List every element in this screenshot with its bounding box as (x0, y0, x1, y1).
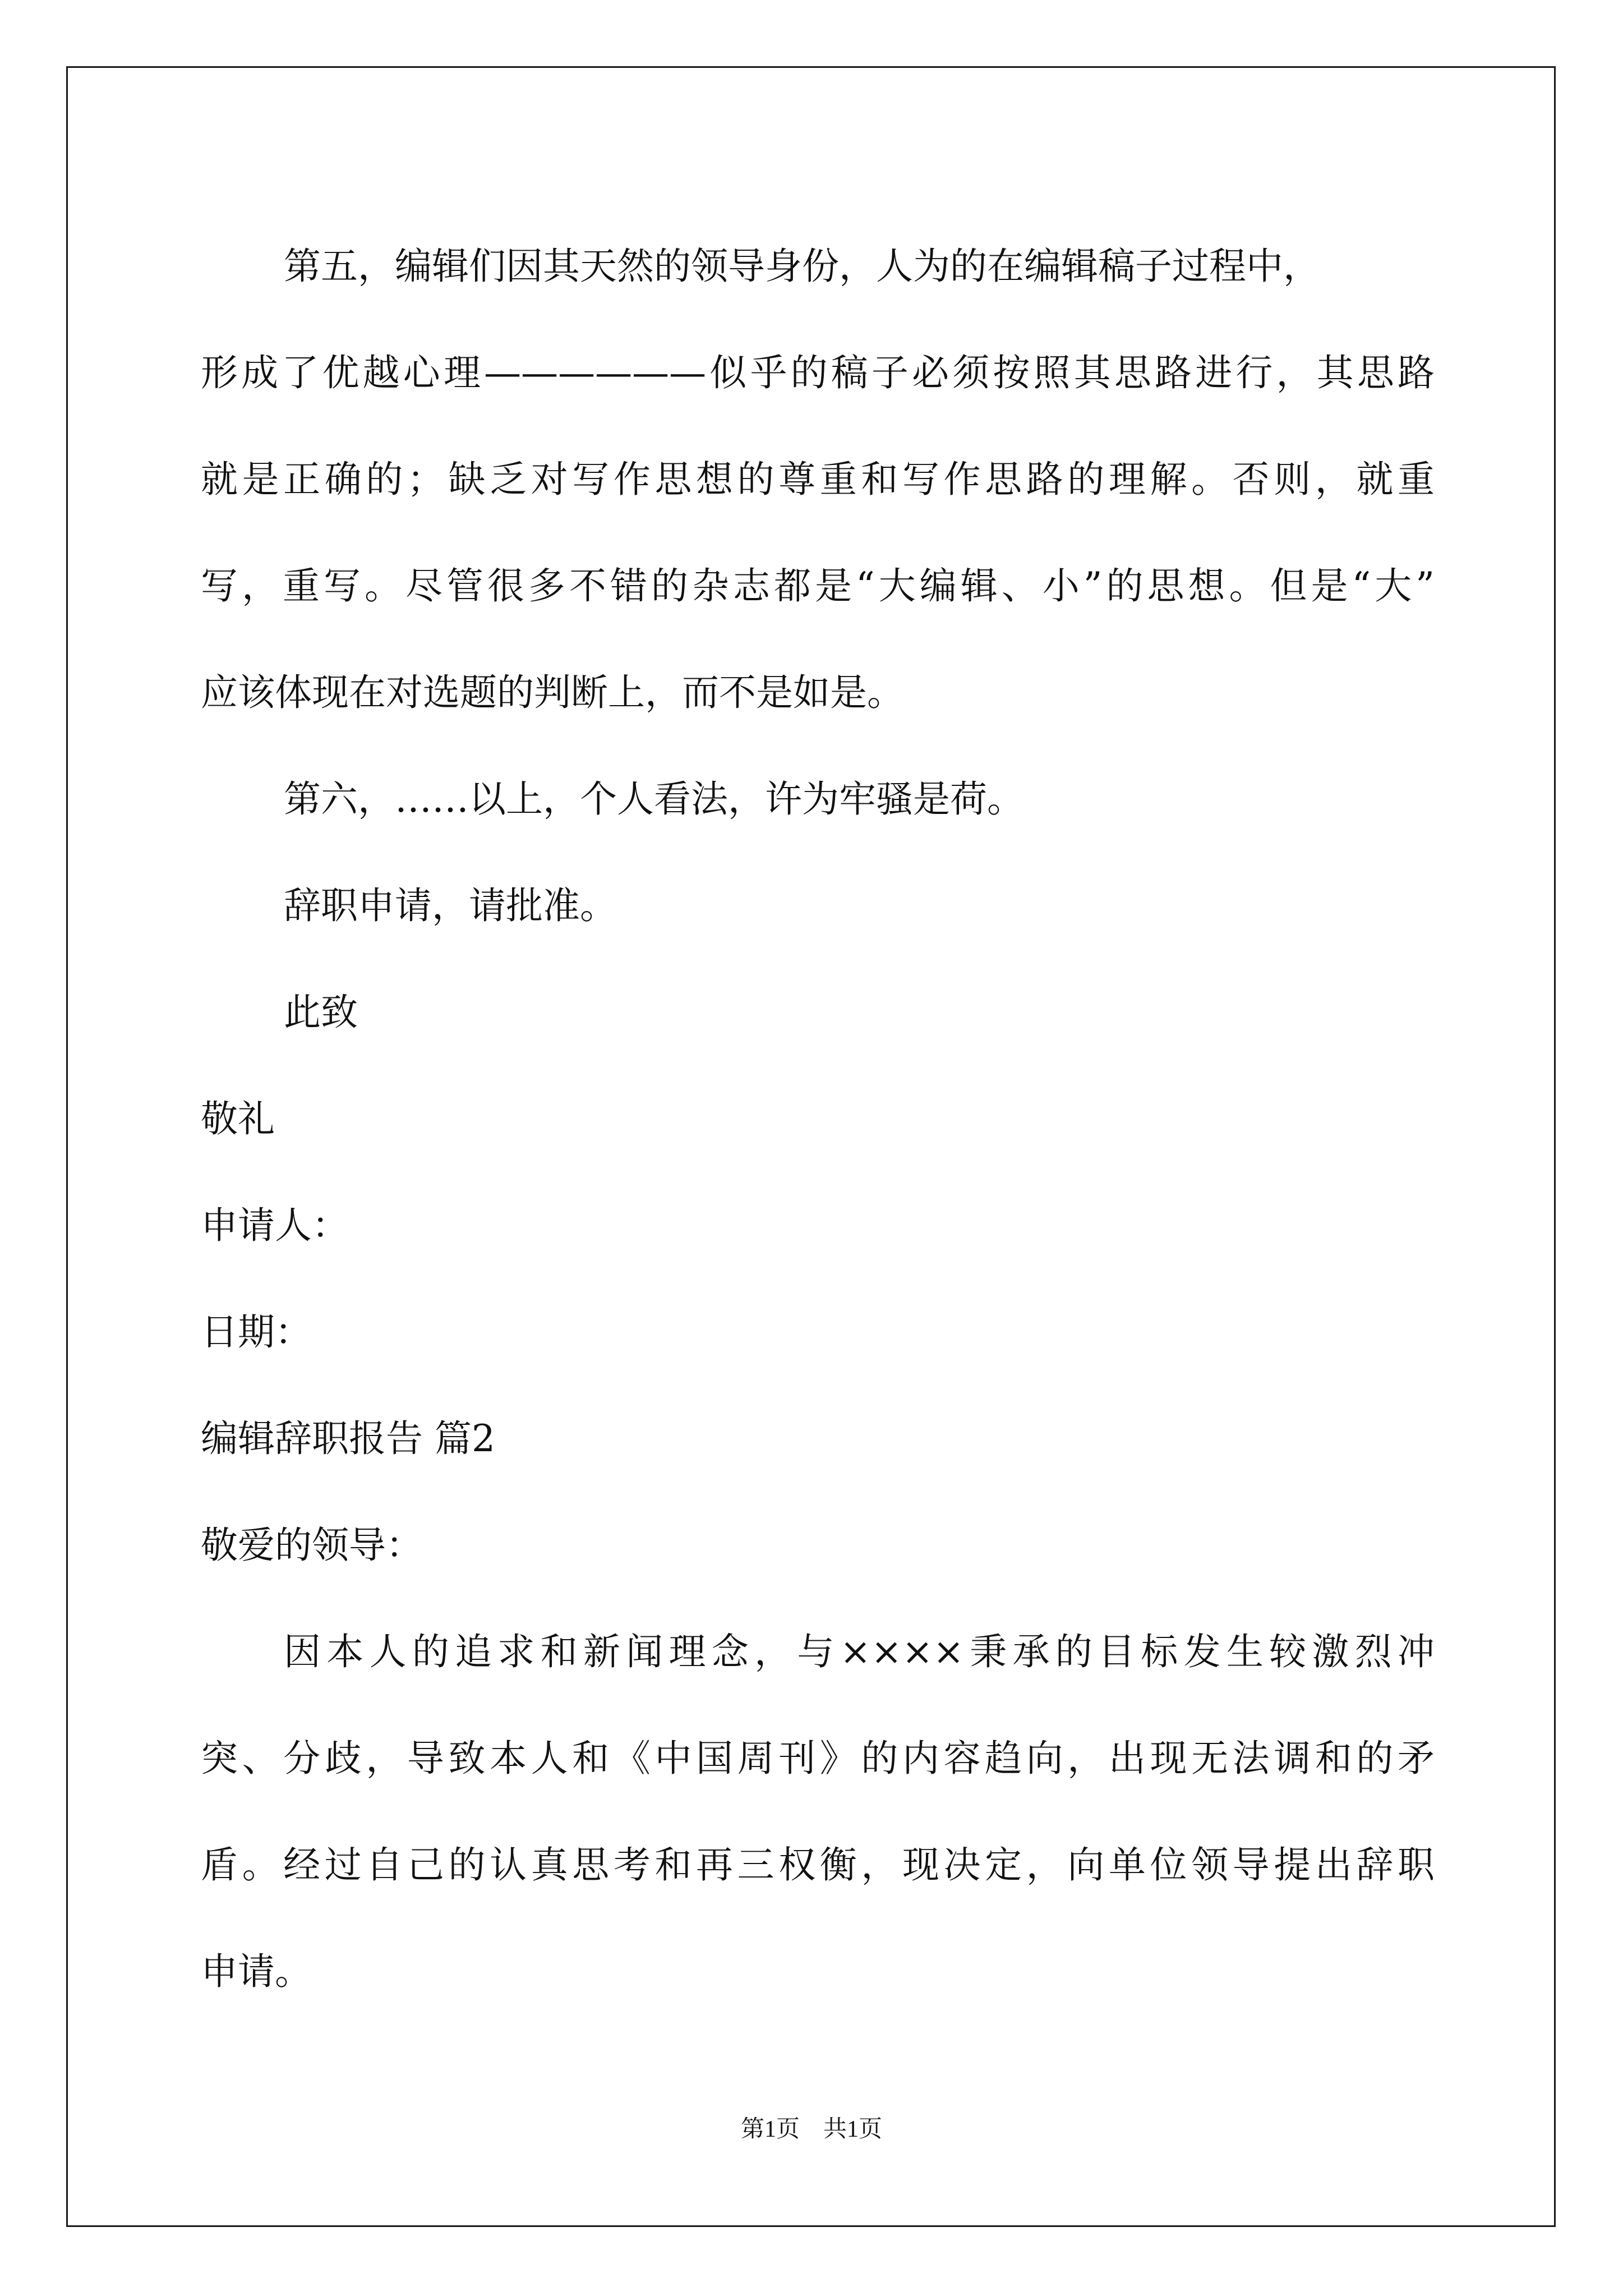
resign-request: 辞职申请，请批准。 (284, 884, 617, 927)
closing-ci-zhi: 此致 (284, 991, 358, 1034)
document-body (201, 213, 1435, 2025)
text-line: 申请。 (201, 1950, 312, 1993)
applicant-label: 申请人： (201, 1204, 349, 1247)
text-line: 就是正确的；缺乏对写作思想的尊重和写作思路的理解。否则，就重 (201, 458, 1435, 501)
text-line: 盾。经过自己的认真思考和再三权衡，现决定，向单位领导提出辞职 (201, 1843, 1435, 1887)
date-label: 日期： (201, 1310, 312, 1354)
text-line: 写，重写。尽管很多不错的杂志都是“大编辑、小”的思想。但是“大” (201, 564, 1435, 608)
text-line: 突、分歧，导致本人和《中国周刊》的内容趋向，出现无法调和的矛 (201, 1737, 1435, 1780)
text-line: 因本人的追求和新闻理念，与××××秉承的目标发生较激烈冲 (284, 1630, 1435, 1673)
text-line: 形成了优越心理——————似乎的稿子必须按照其思路进行，其思路 (201, 351, 1435, 394)
salutation: 敬爱的领导： (201, 1524, 423, 1567)
paragraph-reason (201, 1599, 1435, 2025)
paragraph-fifth-point (201, 213, 1435, 746)
text-line: 第五，编辑们因其天然的领导身份，人为的在编辑稿子过程中， (284, 245, 1320, 288)
text-line: 应该体现在对选题的判断上，而不是如是。 (201, 671, 904, 714)
section-title: 编辑辞职报告 篇2 (201, 1417, 495, 1460)
page-footer: 第1页 共1页 (740, 2116, 882, 2142)
paragraph-sixth-point: 第六，……以上，个人看法，许为牢骚是荷。 (284, 777, 1024, 821)
closing-jing-li: 敬礼 (201, 1097, 275, 1140)
